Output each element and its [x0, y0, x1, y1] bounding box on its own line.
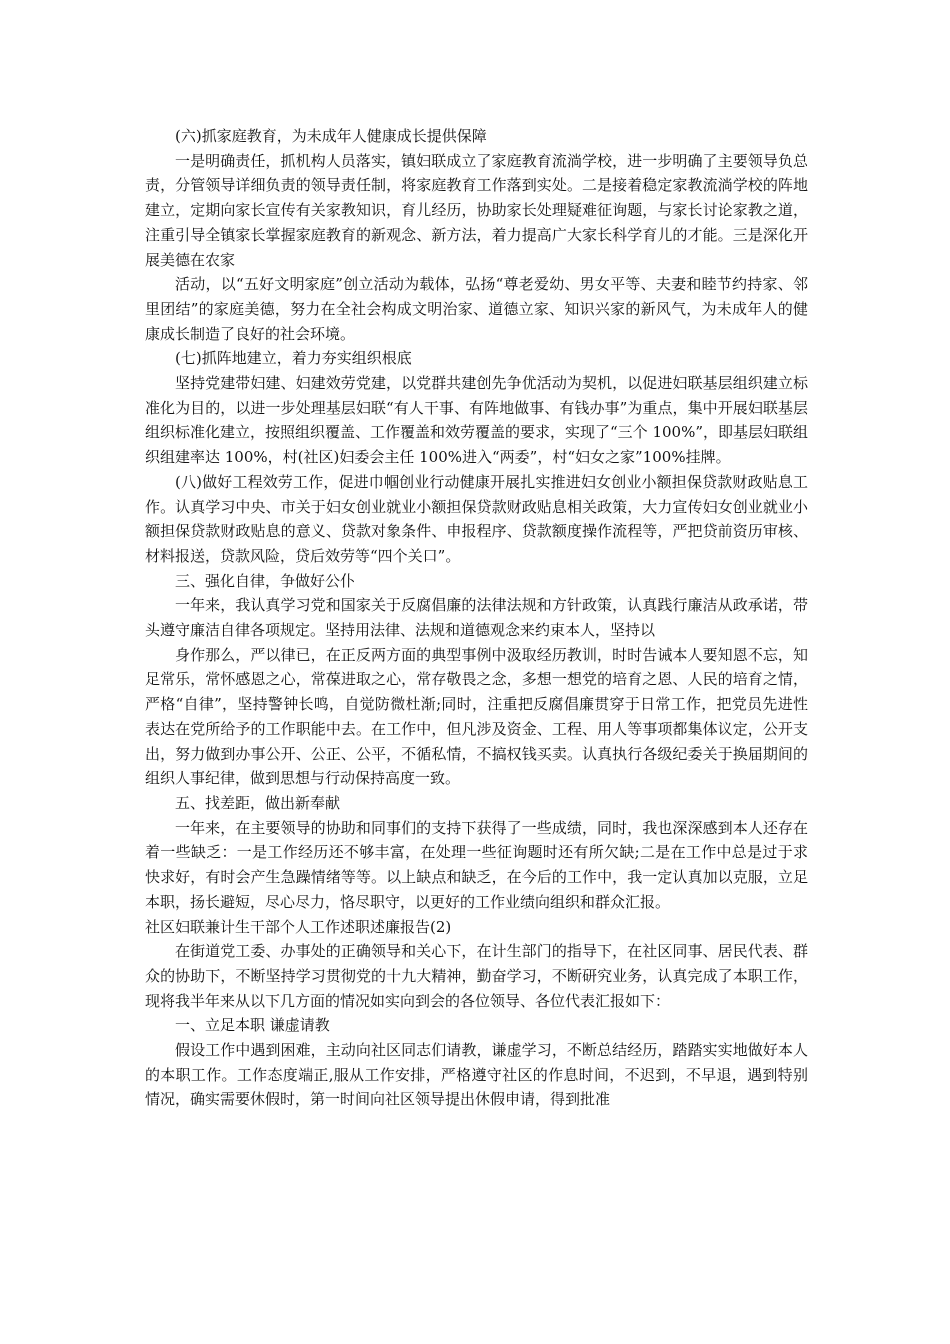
paragraph-family-education: 一是明确责任，抓机构人员落实，镇妇联成立了家庭教育流淌学校，进一步明确了主要领导负总责，分管领导详细负责的领导责任制，将家庭教育工作落到实处。二是接着稳定家教流淌学校的阵地建立，定期向家长宣传有关家教知识，育儿经历，协助家长处理疑难征询题，与家长讨论家教之道，注重引导全镇家长掌握家庭教育的新观念、新方法，着力提高广大家长科学育儿的才能。三是深化开展美德在农家: [145, 151, 808, 269]
report-title-2: 社区妇联兼计生干部个人工作述职述廉报告(2): [145, 917, 452, 936]
heading-stand-on-post: 一、立足本职 谦虚请教: [175, 1016, 330, 1035]
paragraph-shortcomings: 一年来，在主要领导的协助和同事们的支持下获得了一些成绩，同时，我也深深感到本人还存在着一些缺乏：一是工作经历还不够丰富，在处理一些征询题时还有所欠缺;二是在工作中总是过于求快求好，有时会产生急躁情绪等等。以上缺点和缺乏，在今后的工作中，我一定认真加以克服，立足本职，扬长避短，尽心尽力，恪尽职守，以更好的工作业绩向组织和群众汇报。: [145, 818, 808, 911]
paragraph-project-service: (八)做好工程效劳工作，促进巾帼创业行动健康开展扎实推进妇女创业小额担保贷款财政贴息工作。认真学习中央、市关于妇女创业就业小额担保贷款财政贴息相关政策，大力宣传妇女创业就业小额担保贷款财政贴息的意义、贷款对象条件、申报程序、贷款额度操作流程等，严把贷前资历审核、材料报送，贷款风险，贷后效劳等“四个关口”。: [145, 472, 808, 565]
paragraph-anti-corruption: 一年来，我认真学习党和国家关于反腐倡廉的法律法规和方针政策，认真践行廉洁从政承诺，带头遵守廉洁自律各项规定。坚持用法律、法规和道德观念来约束本人，坚持以: [145, 596, 808, 640]
paragraph-position-building: 坚持党建带妇建、妇建效劳党建，以党群共建创先争优活动为契机，以促进妇联基层组织建立标准化为目的，以进一步处理基层妇联“有人干事、有阵地做事、有钱办事”为重点，集中开展妇联基层组织标准化建立，按照组织覆盖、工作覆盖和效劳覆盖的要求，实现了“三个 100%”，即基层妇联组织组建率达 100%，村(社区)妇委会主任 100%进入“两委”，村“妇女之家”100%挂牌。: [145, 374, 808, 467]
heading-self-discipline: 三、强化自律，争做好公仆: [175, 571, 356, 590]
heading-find-gaps: 五、找差距，做出新奉献: [175, 793, 341, 812]
paragraph-five-good-families: 活动，以“五好文明家庭”创立活动为载体，弘扬“尊老爱幼、男女平等、夫妻和睦节约持家、邻里团结”的家庭美德，努力在全社会构成文明治家、道德立家、知识兴家的新风气，为未成年人的健康成长制造了良好的社会环境。: [145, 275, 808, 343]
heading-family-education: (六)抓家庭教育，为未成年人健康成长提供保障: [175, 127, 487, 145]
paragraph-report-intro: 在街道党工委、办事处的正确领导和关心下，在计生部门的指导下，在社区同事、居民代表、群众的协助下，不断坚持学习贯彻党的十九大精神，勤奋学习，不断研究业务，认真完成了本职工作，现将我半年来从以下几方面的情况如实向到会的各位领导、各位代表汇报如下：: [145, 942, 808, 1010]
paragraph-ask-for-advice: 假设工作中遇到困难，主动向社区同志们请教，谦虚学习，不断总结经历，踏踏实实地做好本人的本职工作。工作态度端正,服从工作安排，严格遵守社区的作息时间，不迟到，不早退，遇到特别情况，确实需要休假时，第一时间向社区领导提出休假申请，得到批准: [145, 1041, 808, 1109]
document-page: [145, 124, 808, 1112]
heading-position-building: (七)抓阵地建立，着力夯实组织根底: [175, 349, 412, 368]
paragraph-lead-by-example: 身作那么，严以律已，在正反两方面的典型事例中汲取经历教训，时时告诫本人要知恩不忘，知足常乐，常怀感恩之心，常葆进取之心，常存敬畏之念，多想一想党的培育之恩、人民的培育之情，严格“自律”，坚持警钟长鸣，自觉防微杜渐;同时，注重把反腐倡廉贯穿于日常工作，把党员先进性表达在党所给予的工作职能中去。在工作中，但凡涉及资金、工程、用人等事项都集体议定，公开支出，努力做到办事公开、公正、公平，不循私情，不搞权钱买卖。认真执行各级纪委关于换届期间的组织人事纪律，做到思想与行动保持高度一致。: [145, 645, 808, 788]
